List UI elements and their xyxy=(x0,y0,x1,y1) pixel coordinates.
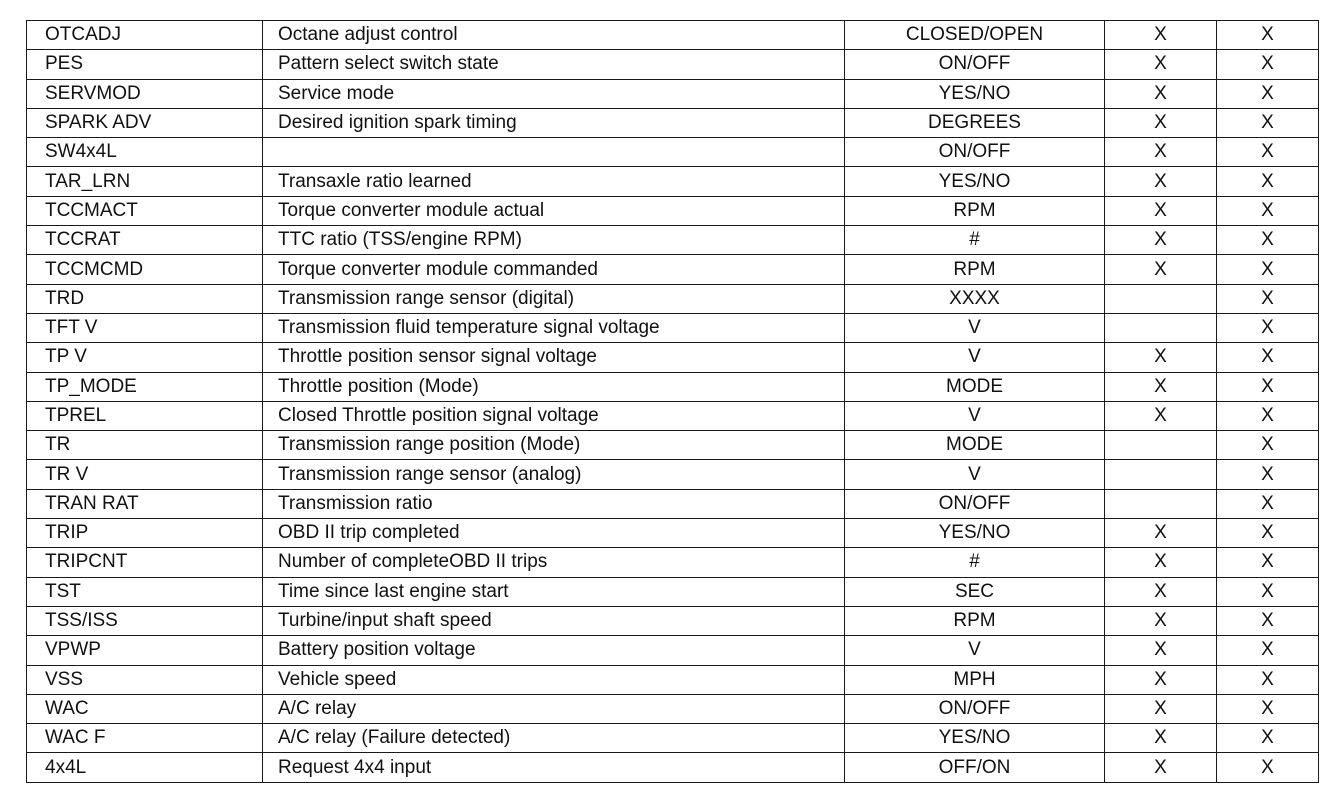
mark-cell-a: X xyxy=(1105,108,1217,137)
table-row xyxy=(27,21,1319,50)
mark-cell-a: X xyxy=(1105,519,1217,548)
units-cell: YES/NO xyxy=(845,519,1105,548)
table-row xyxy=(27,372,1319,401)
pid-cell: WAC F xyxy=(27,724,263,753)
units-cell: MODE xyxy=(845,431,1105,460)
mark-cell-a: X xyxy=(1105,694,1217,723)
mark-cell-b: X xyxy=(1217,753,1319,782)
mark-cell-b: X xyxy=(1217,343,1319,372)
pid-cell: SERVMOD xyxy=(27,79,263,108)
units-cell: # xyxy=(845,548,1105,577)
units-cell: ON/OFF xyxy=(845,138,1105,167)
mark-cell-b: X xyxy=(1217,577,1319,606)
description-cell: A/C relay (Failure detected) xyxy=(263,724,845,753)
mark-cell-b: X xyxy=(1217,665,1319,694)
table-row xyxy=(27,343,1319,372)
table-row xyxy=(27,636,1319,665)
units-cell: DEGREES xyxy=(845,108,1105,137)
pid-cell: TP V xyxy=(27,343,263,372)
table-row xyxy=(27,196,1319,225)
mark-cell-a: X xyxy=(1105,372,1217,401)
description-cell xyxy=(263,138,845,167)
mark-cell-b: X xyxy=(1217,21,1319,50)
mark-cell-b: X xyxy=(1217,372,1319,401)
pid-cell: SW4x4L xyxy=(27,138,263,167)
table-row xyxy=(27,167,1319,196)
pid-cell: TFT V xyxy=(27,313,263,342)
description-cell: Transaxle ratio learned xyxy=(263,167,845,196)
mark-cell-a: X xyxy=(1105,606,1217,635)
mark-cell-a: X xyxy=(1105,138,1217,167)
mark-cell-b: X xyxy=(1217,724,1319,753)
description-cell: Number of completeOBD II trips xyxy=(263,548,845,577)
description-cell: Transmission range sensor (analog) xyxy=(263,460,845,489)
mark-cell-a: X xyxy=(1105,665,1217,694)
description-cell: Pattern select switch state xyxy=(263,50,845,79)
units-cell: V xyxy=(845,636,1105,665)
mark-cell-b: X xyxy=(1217,50,1319,79)
pid-cell: TP_MODE xyxy=(27,372,263,401)
pid-cell: TRD xyxy=(27,284,263,313)
description-cell: Torque converter module commanded xyxy=(263,255,845,284)
units-cell: RPM xyxy=(845,196,1105,225)
pid-cell: VSS xyxy=(27,665,263,694)
units-cell: CLOSED/OPEN xyxy=(845,21,1105,50)
pid-cell: TAR_LRN xyxy=(27,167,263,196)
mark-cell-b: X xyxy=(1217,606,1319,635)
mark-cell-b: X xyxy=(1217,313,1319,342)
table-row xyxy=(27,460,1319,489)
units-cell: ON/OFF xyxy=(845,50,1105,79)
table-row xyxy=(27,226,1319,255)
mark-cell-a: X xyxy=(1105,577,1217,606)
pid-table xyxy=(26,20,1319,783)
mark-cell-a: X xyxy=(1105,196,1217,225)
description-cell: Transmission range position (Mode) xyxy=(263,431,845,460)
units-cell: ON/OFF xyxy=(845,694,1105,723)
pid-cell: OTCADJ xyxy=(27,21,263,50)
mark-cell-b: X xyxy=(1217,460,1319,489)
units-cell: YES/NO xyxy=(845,724,1105,753)
table-row xyxy=(27,606,1319,635)
description-cell: Transmission range sensor (digital) xyxy=(263,284,845,313)
mark-cell-b: X xyxy=(1217,519,1319,548)
mark-cell-a: X xyxy=(1105,401,1217,430)
mark-cell-b: X xyxy=(1217,284,1319,313)
description-cell: Request 4x4 input xyxy=(263,753,845,782)
mark-cell-a: X xyxy=(1105,255,1217,284)
units-cell: YES/NO xyxy=(845,79,1105,108)
mark-cell-a: X xyxy=(1105,548,1217,577)
description-cell: TTC ratio (TSS/engine RPM) xyxy=(263,226,845,255)
mark-cell-a xyxy=(1105,313,1217,342)
units-cell: SEC xyxy=(845,577,1105,606)
mark-cell-a xyxy=(1105,460,1217,489)
mark-cell-b: X xyxy=(1217,431,1319,460)
description-cell: Time since last engine start xyxy=(263,577,845,606)
mark-cell-a xyxy=(1105,489,1217,518)
pid-cell: WAC xyxy=(27,694,263,723)
table-row xyxy=(27,753,1319,782)
units-cell: RPM xyxy=(845,606,1105,635)
mark-cell-b: X xyxy=(1217,167,1319,196)
table-row xyxy=(27,284,1319,313)
description-cell: OBD II trip completed xyxy=(263,519,845,548)
mark-cell-b: X xyxy=(1217,226,1319,255)
pid-cell: TSS/ISS xyxy=(27,606,263,635)
mark-cell-b: X xyxy=(1217,255,1319,284)
table-row xyxy=(27,108,1319,137)
pid-cell: VPWP xyxy=(27,636,263,665)
description-cell: Service mode xyxy=(263,79,845,108)
pid-cell: TCCMCMD xyxy=(27,255,263,284)
mark-cell-a: X xyxy=(1105,343,1217,372)
units-cell: MPH xyxy=(845,665,1105,694)
description-cell: Octane adjust control xyxy=(263,21,845,50)
mark-cell-b: X xyxy=(1217,196,1319,225)
pid-cell: TRIP xyxy=(27,519,263,548)
mark-cell-a: X xyxy=(1105,21,1217,50)
mark-cell-b: X xyxy=(1217,401,1319,430)
units-cell: V xyxy=(845,401,1105,430)
table-row xyxy=(27,79,1319,108)
table-row xyxy=(27,724,1319,753)
description-cell: Throttle position (Mode) xyxy=(263,372,845,401)
mark-cell-a xyxy=(1105,431,1217,460)
table-row xyxy=(27,548,1319,577)
pid-cell: TRIPCNT xyxy=(27,548,263,577)
pid-cell: TRAN RAT xyxy=(27,489,263,518)
pid-cell: TR V xyxy=(27,460,263,489)
table-row xyxy=(27,489,1319,518)
table-row xyxy=(27,577,1319,606)
pid-cell: TCCMACT xyxy=(27,196,263,225)
mark-cell-b: X xyxy=(1217,548,1319,577)
table-row xyxy=(27,431,1319,460)
mark-cell-a: X xyxy=(1105,79,1217,108)
description-cell: Throttle position sensor signal voltage xyxy=(263,343,845,372)
pid-cell: TCCRAT xyxy=(27,226,263,255)
description-cell: Turbine/input shaft speed xyxy=(263,606,845,635)
mark-cell-b: X xyxy=(1217,694,1319,723)
pid-cell: 4x4L xyxy=(27,753,263,782)
mark-cell-b: X xyxy=(1217,636,1319,665)
units-cell: RPM xyxy=(845,255,1105,284)
units-cell: V xyxy=(845,313,1105,342)
table-row xyxy=(27,313,1319,342)
description-cell: Transmission fluid temperature signal voltage xyxy=(263,313,845,342)
description-cell: Battery position voltage xyxy=(263,636,845,665)
table-row xyxy=(27,519,1319,548)
pid-cell: TPREL xyxy=(27,401,263,430)
table-row xyxy=(27,255,1319,284)
mark-cell-a xyxy=(1105,284,1217,313)
mark-cell-b: X xyxy=(1217,79,1319,108)
description-cell: A/C relay xyxy=(263,694,845,723)
units-cell: MODE xyxy=(845,372,1105,401)
units-cell: # xyxy=(845,226,1105,255)
pid-cell: TR xyxy=(27,431,263,460)
table-row xyxy=(27,50,1319,79)
units-cell: ON/OFF xyxy=(845,489,1105,518)
description-cell: Desired ignition spark timing xyxy=(263,108,845,137)
table-row xyxy=(27,665,1319,694)
pid-cell: SPARK ADV xyxy=(27,108,263,137)
description-cell: Transmission ratio xyxy=(263,489,845,518)
mark-cell-a: X xyxy=(1105,724,1217,753)
units-cell: OFF/ON xyxy=(845,753,1105,782)
table-row xyxy=(27,138,1319,167)
pid-table-body xyxy=(27,21,1319,783)
description-cell: Vehicle speed xyxy=(263,665,845,694)
units-cell: V xyxy=(845,460,1105,489)
mark-cell-b: X xyxy=(1217,138,1319,167)
pid-cell: TST xyxy=(27,577,263,606)
mark-cell-a: X xyxy=(1105,167,1217,196)
mark-cell-b: X xyxy=(1217,108,1319,137)
units-cell: V xyxy=(845,343,1105,372)
units-cell: YES/NO xyxy=(845,167,1105,196)
pid-cell: PES xyxy=(27,50,263,79)
table-row xyxy=(27,694,1319,723)
mark-cell-a: X xyxy=(1105,226,1217,255)
description-cell: Torque converter module actual xyxy=(263,196,845,225)
description-cell: Closed Throttle position signal voltage xyxy=(263,401,845,430)
units-cell: XXXX xyxy=(845,284,1105,313)
mark-cell-b: X xyxy=(1217,489,1319,518)
table-row xyxy=(27,401,1319,430)
mark-cell-a: X xyxy=(1105,50,1217,79)
mark-cell-a: X xyxy=(1105,636,1217,665)
mark-cell-a: X xyxy=(1105,753,1217,782)
